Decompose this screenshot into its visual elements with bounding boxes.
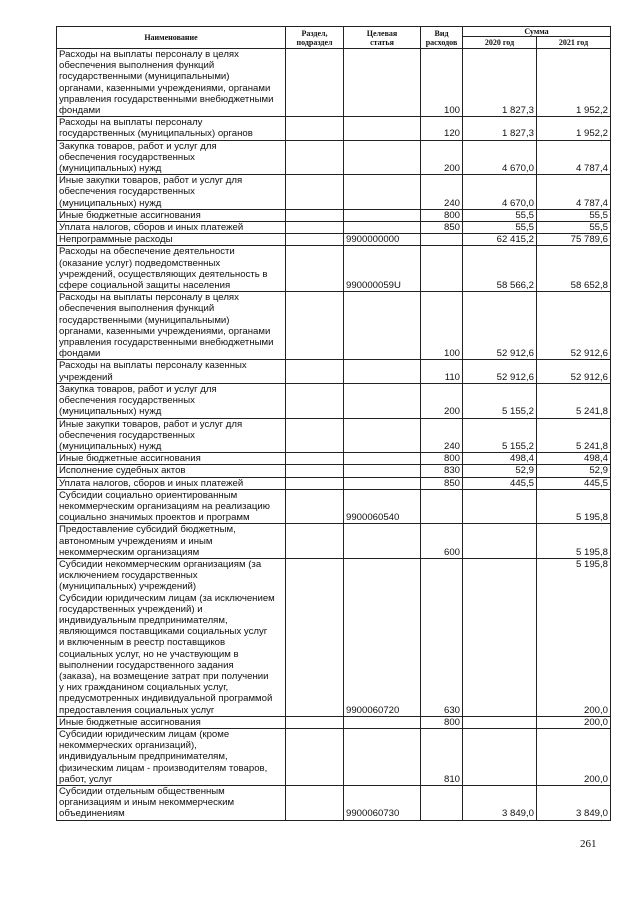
cell-target <box>344 418 421 453</box>
cell-name: Субсидии отдельным общественным организациям и иным некоммерческим объединениям <box>57 786 286 821</box>
cell-name: Закупка товаров, работ и услуг для обеспечения государственных (муниципальных) нужд <box>57 383 286 418</box>
cell-section <box>286 728 344 785</box>
cell-target <box>344 209 421 221</box>
cell-kind: 600 <box>421 524 463 559</box>
cell-kind: 810 <box>421 728 463 785</box>
header-sum: Сумма <box>463 27 611 37</box>
cell-kind: 850 <box>421 477 463 489</box>
cell-2021: 200,0 <box>537 728 611 785</box>
cell-target <box>344 728 421 785</box>
cell-name: Непрограммные расходы <box>57 234 286 246</box>
cell-2020: 58 566,2 <box>463 246 537 292</box>
cell-name: Исполнение судебных актов <box>57 465 286 477</box>
cell-target: 9900060720 <box>344 558 421 716</box>
cell-target <box>344 140 421 175</box>
cell-target <box>344 524 421 559</box>
cell-section <box>286 49 344 117</box>
cell-kind: 240 <box>421 175 463 210</box>
cell-kind: 100 <box>421 292 463 360</box>
cell-kind: 630 <box>421 558 463 716</box>
cell-2021: 52,9 <box>537 465 611 477</box>
cell-section <box>286 360 344 383</box>
cell-2020 <box>463 728 537 785</box>
cell-section <box>286 234 344 246</box>
cell-name: Субсидии социально ориентированным некоммерческим организациям на реализацию социально значимых проектов и программ <box>57 489 286 524</box>
cell-2020: 3 849,0 <box>463 786 537 821</box>
cell-kind: 120 <box>421 117 463 140</box>
budget-table <box>56 26 611 821</box>
cell-2021: 200,0 <box>537 716 611 728</box>
cell-name: Закупка товаров, работ и услуг для обеспечения государственных (муниципальных) нужд <box>57 140 286 175</box>
cell-name: Иные бюджетные ассигнования <box>57 453 286 465</box>
cell-2021: 5 241,8 <box>537 418 611 453</box>
table-row <box>57 360 611 383</box>
cell-2020: 5 155,2 <box>463 383 537 418</box>
table-row <box>57 716 611 728</box>
cell-name: Субсидии некоммерческим организациям (за исключением государственных (муниципальных) учреждений) Субсидии юридическим лицам (за исключением государственных учреждений) и индивидуальным предпринимателям, являющимся поставщиками социальных услуг и включенным в реестр поставщиков социальных услуг, но не участвующим в выполнении государственного задания (заказа), на возмещение затрат при получении у них гражданином социальных услуг, предусмотренных индивидуальной программой предоставления социальных услуг <box>57 558 286 716</box>
table-row <box>57 453 611 465</box>
cell-section <box>286 292 344 360</box>
cell-name: Расходы на выплаты персоналу в целях обеспечения выполнения функций государственными (муниципальными) органами, казенными учреждениями, органами управления государственными внебюджетными фондами <box>57 49 286 117</box>
cell-2021: 1 952,2 <box>537 117 611 140</box>
cell-2020: 52 912,6 <box>463 360 537 383</box>
table-row <box>57 418 611 453</box>
table-row <box>57 383 611 418</box>
cell-2021: 1 952,2 <box>537 49 611 117</box>
cell-target <box>344 222 421 234</box>
cell-2021: 4 787,4 <box>537 175 611 210</box>
cell-target <box>344 716 421 728</box>
cell-name: Иные закупки товаров, работ и услуг для обеспечения государственных (муниципальных) нужд <box>57 418 286 453</box>
header-year-2021: 2021 год <box>537 37 611 49</box>
table-row <box>57 117 611 140</box>
cell-2020: 4 670,0 <box>463 140 537 175</box>
table-row <box>57 524 611 559</box>
cell-target <box>344 117 421 140</box>
cell-2021: 445,5 <box>537 477 611 489</box>
cell-2020: 55,5 <box>463 209 537 221</box>
table-row <box>57 234 611 246</box>
cell-name: Иные бюджетные ассигнования <box>57 716 286 728</box>
cell-section <box>286 246 344 292</box>
cell-kind <box>421 234 463 246</box>
table-body <box>57 49 611 821</box>
cell-2021: 55,5 <box>537 209 611 221</box>
cell-2020 <box>463 489 537 524</box>
table-row <box>57 140 611 175</box>
cell-kind: 830 <box>421 465 463 477</box>
cell-section <box>286 465 344 477</box>
cell-2021: 3 849,0 <box>537 786 611 821</box>
cell-section <box>286 140 344 175</box>
cell-2020 <box>463 716 537 728</box>
cell-kind: 850 <box>421 222 463 234</box>
table-row <box>57 489 611 524</box>
cell-kind: 800 <box>421 209 463 221</box>
header-name: Наименование <box>57 27 286 49</box>
cell-2021: 55,5 <box>537 222 611 234</box>
cell-2021: 58 652,8 <box>537 246 611 292</box>
cell-kind: 800 <box>421 716 463 728</box>
cell-target <box>344 175 421 210</box>
cell-name: Иные закупки товаров, работ и услуг для обеспечения государственных (муниципальных) нужд <box>57 175 286 210</box>
cell-section <box>286 716 344 728</box>
cell-2021: 5 241,8 <box>537 383 611 418</box>
cell-section <box>286 524 344 559</box>
cell-kind: 800 <box>421 453 463 465</box>
cell-section <box>286 786 344 821</box>
cell-target <box>344 360 421 383</box>
cell-kind: 110 <box>421 360 463 383</box>
cell-section <box>286 222 344 234</box>
cell-name: Иные бюджетные ассигнования <box>57 209 286 221</box>
cell-section <box>286 558 344 716</box>
cell-2020: 498,4 <box>463 453 537 465</box>
cell-2020: 4 670,0 <box>463 175 537 210</box>
cell-name: Расходы на выплаты персоналу казенных учреждений <box>57 360 286 383</box>
cell-2021: 5 195,8 <box>537 524 611 559</box>
cell-2020: 5 155,2 <box>463 418 537 453</box>
cell-2020 <box>463 524 537 559</box>
cell-name: Расходы на выплаты персоналу государственных (муниципальных) органов <box>57 117 286 140</box>
cell-2020: 55,5 <box>463 222 537 234</box>
table-row <box>57 728 611 785</box>
cell-kind <box>421 786 463 821</box>
cell-target <box>344 465 421 477</box>
cell-section <box>286 418 344 453</box>
cell-2020: 445,5 <box>463 477 537 489</box>
cell-2021: 498,4 <box>537 453 611 465</box>
cell-section <box>286 175 344 210</box>
table-row <box>57 209 611 221</box>
cell-kind: 100 <box>421 49 463 117</box>
cell-2021: 75 789,6 <box>537 234 611 246</box>
cell-kind: 240 <box>421 418 463 453</box>
cell-target <box>344 383 421 418</box>
cell-2020: 1 827,3 <box>463 117 537 140</box>
cell-2021: 52 912,6 <box>537 360 611 383</box>
cell-target <box>344 477 421 489</box>
cell-2021: 52 912,6 <box>537 292 611 360</box>
cell-name: Уплата налогов, сборов и иных платежей <box>57 477 286 489</box>
page-number: 261 <box>580 838 597 850</box>
table-row <box>57 246 611 292</box>
cell-2021: 5 195,8 200,0 <box>537 558 611 716</box>
cell-name: Расходы на обеспечение деятельности (оказание услуг) подведомственных учреждений, осуществляющих деятельность в сфере социальной защиты населения <box>57 246 286 292</box>
cell-section <box>286 453 344 465</box>
cell-2020: 52 912,6 <box>463 292 537 360</box>
cell-kind: 200 <box>421 140 463 175</box>
table-row <box>57 222 611 234</box>
table-row <box>57 175 611 210</box>
cell-name: Предоставление субсидий бюджетным, автономным учреждениям и иным некоммерческим организациям <box>57 524 286 559</box>
budget-document-page <box>56 26 611 821</box>
cell-target: 990000059U <box>344 246 421 292</box>
cell-section <box>286 209 344 221</box>
cell-section <box>286 477 344 489</box>
table-row <box>57 465 611 477</box>
cell-target <box>344 292 421 360</box>
cell-kind <box>421 489 463 524</box>
cell-target: 9900060730 <box>344 786 421 821</box>
cell-target: 9900060540 <box>344 489 421 524</box>
header-section: Раздел, подраздел <box>286 27 344 49</box>
table-header <box>57 27 611 49</box>
cell-2020: 62 415,2 <box>463 234 537 246</box>
header-target: Целевая статья <box>344 27 421 49</box>
table-row <box>57 786 611 821</box>
cell-2021: 5 195,8 <box>537 489 611 524</box>
table-row <box>57 292 611 360</box>
cell-name: Субсидии юридическим лицам (кроме некоммерческих организаций), индивидуальным предпринимателям, физическим лицам - производителям товаров, работ, услуг <box>57 728 286 785</box>
table-row <box>57 477 611 489</box>
cell-2020 <box>463 558 537 716</box>
cell-target <box>344 49 421 117</box>
cell-kind <box>421 246 463 292</box>
table-row <box>57 558 611 716</box>
table-row <box>57 49 611 117</box>
cell-name: Расходы на выплаты персоналу в целях обеспечения выполнения функций государственными (муниципальными) органами, казенными учреждениями, органами управления государственными внебюджетными фондами <box>57 292 286 360</box>
cell-kind: 200 <box>421 383 463 418</box>
cell-name: Уплата налогов, сборов и иных платежей <box>57 222 286 234</box>
header-year-2020: 2020 год <box>463 37 537 49</box>
header-kind: Вид расходов <box>421 27 463 49</box>
cell-section <box>286 117 344 140</box>
cell-2020: 1 827,3 <box>463 49 537 117</box>
cell-2020: 52,9 <box>463 465 537 477</box>
cell-target <box>344 453 421 465</box>
cell-section <box>286 489 344 524</box>
cell-target: 9900000000 <box>344 234 421 246</box>
cell-2021: 4 787,4 <box>537 140 611 175</box>
cell-section <box>286 383 344 418</box>
